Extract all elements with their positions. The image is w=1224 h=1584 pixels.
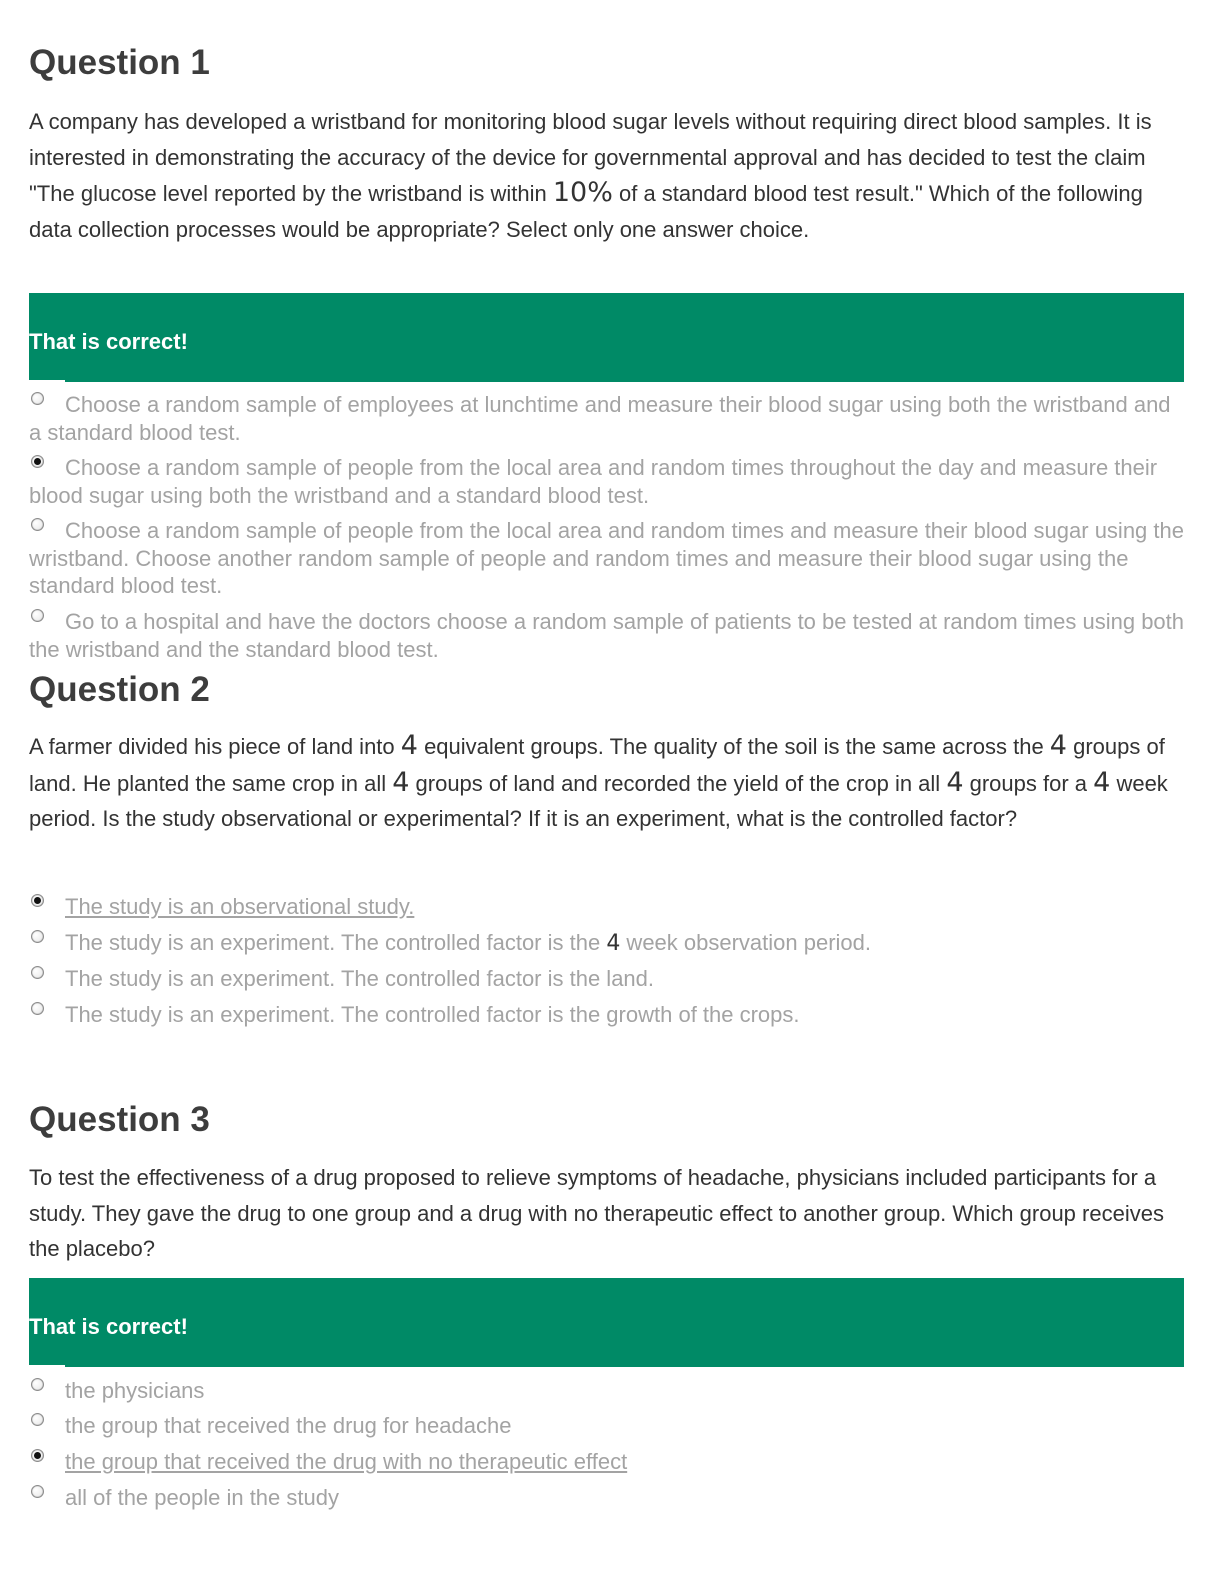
option-label: The study is an experiment. The controlled factor is the 4 week observation period. (65, 930, 872, 956)
feedback-banner-q3 (29, 1278, 1184, 1367)
feedback-text: That is correct! (29, 1314, 188, 1339)
radio-unchecked-icon[interactable] (31, 1485, 44, 1498)
question-2-title: Question 2 (29, 670, 210, 709)
feedback-text: That is correct! (29, 329, 188, 354)
radio-unchecked-icon[interactable] (31, 1413, 44, 1426)
q3-option-3[interactable] (29, 1448, 1185, 1476)
q2-option-4[interactable] (29, 1001, 1185, 1029)
q2-option-3[interactable] (29, 965, 1185, 993)
radio-unchecked-icon[interactable] (31, 966, 44, 979)
option-label: Choose a random sample of employees at lunchtime and measure their blood sugar using both the wristband and a standard blood test. (29, 392, 1171, 445)
q3-option-2[interactable] (29, 1412, 1185, 1440)
option-label: Choose a random sample of people from the local area and random times and measure their blood sugar using the wristband. Choose another random sample of people and random times and measure their blood sugar using the standard blood test. (29, 518, 1184, 598)
option-label: The study is an experiment. The controlled factor is the growth of the crops. (65, 1002, 800, 1027)
feedback-banner-q1 (29, 293, 1184, 382)
question-2-text: A farmer divided his piece of land into 4 equivalent groups. The quality of the soil is the same across the 4 groups of land. He planted the same crop in all 4 groups of land and recorded the yield of the crop in all 4 groups for a 4 week period. Is the study observational or experimental? If it is an experiment, what is the controlled factor? (29, 730, 1168, 831)
q3-option-4[interactable] (29, 1484, 1185, 1512)
radio-checked-icon[interactable] (31, 894, 44, 907)
question-1-title: Question 1 (29, 43, 210, 82)
question-3-title: Question 3 (29, 1100, 210, 1139)
option-label: the group that received the drug for headache (65, 1413, 512, 1438)
option-label: The study is an observational study. (65, 894, 415, 919)
radio-checked-icon[interactable] (31, 455, 44, 468)
option-label: The study is an experiment. The controlled factor is the land. (65, 966, 655, 991)
option-label: Go to a hospital and have the doctors choose a random sample of patients to be tested at random times using both the wristband and the standard blood test. (29, 609, 1185, 662)
q2-option-1[interactable] (29, 893, 1185, 921)
radio-unchecked-icon[interactable] (31, 1378, 44, 1391)
option-label: Choose a random sample of people from the local area and random times throughout the day and measure their blood sugar using both the wristband and a standard blood test. (29, 455, 1158, 508)
q2-option-2[interactable] (29, 929, 1185, 958)
banner-notch (29, 1365, 65, 1368)
q3-option-1[interactable] (29, 1377, 1185, 1405)
radio-unchecked-icon[interactable] (31, 1002, 44, 1015)
radio-unchecked-icon[interactable] (31, 930, 44, 943)
banner-notch (29, 380, 65, 383)
q1-option-2[interactable] (29, 454, 1185, 509)
option-label: the physicians (65, 1378, 205, 1403)
question-1-number: 10% (552, 177, 613, 208)
radio-unchecked-icon[interactable] (31, 518, 44, 531)
question-1-text: A company has developed a wristband for monitoring blood sugar levels without requiring direct blood samples. It is interested in demonstrating the accuracy of the device for governmental approval and has decided to test the claim "The glucose level reported by the wristband is within 10% of a standard blood test result." Which of the following data collection processes would be appropriate? Select only one answer choice. (29, 109, 1152, 242)
option-label: all of the people in the study (65, 1485, 339, 1510)
radio-checked-icon[interactable] (31, 1449, 44, 1462)
q1-option-1[interactable] (29, 391, 1185, 446)
radio-unchecked-icon[interactable] (31, 392, 44, 405)
q1-option-4[interactable] (29, 608, 1185, 663)
question-3-text: To test the effectiveness of a drug proposed to relieve symptoms of headache, physicians included participants for a study. They gave the drug to one group and a drug with no therapeutic effect to another group. Which group receives the placebo? (29, 1165, 1164, 1261)
q1-option-3[interactable] (29, 517, 1185, 600)
option-label: the group that received the drug with no therapeutic effect (65, 1449, 628, 1474)
radio-unchecked-icon[interactable] (31, 609, 44, 622)
